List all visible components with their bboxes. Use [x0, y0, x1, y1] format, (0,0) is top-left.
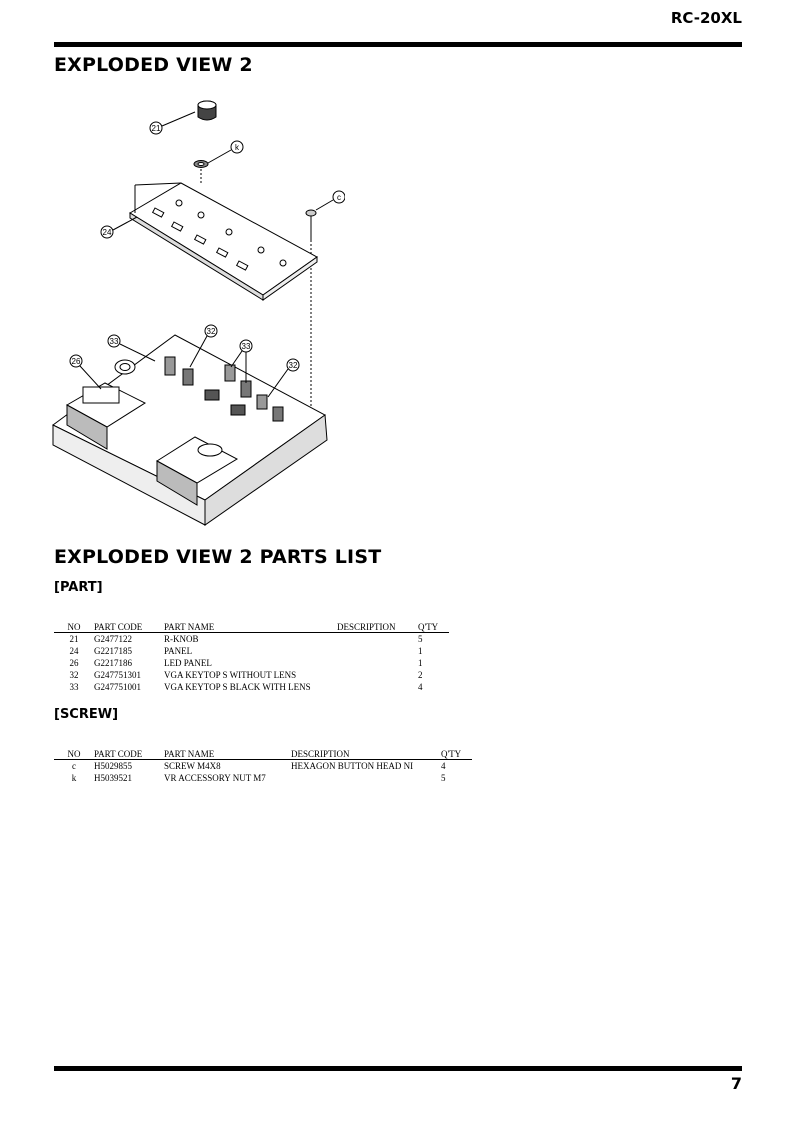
col-qty: Q'TY [441, 748, 472, 760]
section-title: EXPLODED VIEW 2 [54, 54, 253, 76]
page-number: 7 [730, 1074, 742, 1093]
col-no: NO [54, 748, 94, 760]
cell-part-name: VGA KEYTOP S BLACK WITH LENS [164, 682, 311, 692]
model-name: RC-20XL [670, 9, 742, 27]
cell-part-name: R-KNOB [164, 634, 199, 644]
footer-rule [54, 1066, 742, 1071]
part-heading: [PART] [54, 580, 103, 595]
exploded-view-diagram [45, 85, 345, 530]
col-part-code: PART CODE [94, 621, 164, 633]
cell-no: 33 [69, 682, 79, 692]
cell-no: k [71, 773, 77, 783]
cell-qty: 4 [418, 682, 423, 692]
cell-no: 26 [69, 658, 79, 668]
cell-description [337, 669, 418, 681]
cell-part-code: H5039521 [94, 773, 132, 783]
nut-part [194, 161, 208, 168]
col-part-code: PART CODE [94, 748, 164, 760]
cell-part-code: G247751301 [94, 670, 141, 680]
table-header-row [54, 748, 472, 760]
cell-part-name: VGA KEYTOP S WITHOUT LENS [164, 670, 297, 680]
cell-description [337, 633, 418, 646]
cell-description [337, 681, 418, 693]
cell-description [337, 657, 418, 669]
cell-no: c [72, 761, 76, 771]
cell-part-name: PANEL [164, 646, 193, 656]
cell-description [337, 645, 418, 657]
svg-text:32: 32 [288, 361, 298, 370]
callout-k [208, 141, 243, 163]
table-row [54, 772, 472, 784]
table-row [54, 681, 449, 693]
callout-32-right [268, 359, 299, 397]
housing-part [53, 335, 327, 525]
svg-text:33: 33 [241, 342, 251, 351]
svg-text:26: 26 [71, 357, 81, 366]
svg-text:24: 24 [102, 228, 112, 237]
cell-part-name: LED PANEL [164, 658, 212, 668]
cell-part-name: VR ACCESSORY NUT M7 [164, 773, 266, 783]
header-rule [54, 42, 742, 47]
cell-qty: 4 [441, 761, 446, 771]
cell-qty: 1 [418, 646, 423, 656]
svg-text:21: 21 [151, 124, 161, 133]
callout-24 [101, 217, 137, 238]
svg-text:k: k [235, 143, 239, 152]
col-description: DESCRIPTION [337, 621, 418, 633]
table-row [54, 633, 449, 646]
cell-qty: 2 [418, 670, 423, 680]
cell-no: 32 [69, 670, 79, 680]
cell-qty: 5 [418, 634, 423, 644]
table-header-row [54, 621, 449, 633]
table-row [54, 760, 472, 773]
col-description: DESCRIPTION [291, 748, 441, 760]
cell-description [291, 772, 441, 784]
svg-text:32: 32 [206, 327, 216, 336]
callout-33-left [108, 335, 155, 361]
cell-no: 24 [69, 646, 79, 656]
screw-part [306, 210, 316, 240]
knob-part [198, 101, 216, 120]
table-row [54, 645, 449, 657]
screw-table [54, 748, 472, 784]
screw-heading: [SCREW] [54, 707, 119, 722]
col-part-name: PART NAME [164, 748, 291, 760]
part-table [54, 621, 449, 693]
cell-part-code: G2217185 [94, 646, 132, 656]
cell-part-code: G2477122 [94, 634, 132, 644]
parts-list-title: EXPLODED VIEW 2 PARTS LIST [54, 546, 382, 568]
col-qty: Q'TY [418, 621, 449, 633]
callout-21 [150, 112, 195, 134]
cell-no: 21 [69, 634, 79, 644]
cell-description: HEXAGON BUTTON HEAD NI [291, 761, 414, 771]
panel-part [130, 183, 317, 300]
callout-c [316, 191, 345, 210]
table-row [54, 657, 449, 669]
cell-qty: 1 [418, 658, 423, 668]
col-part-name: PART NAME [164, 621, 337, 633]
svg-text:33: 33 [109, 337, 119, 346]
cell-part-code: G247751001 [94, 682, 141, 692]
cell-part-code: G2217186 [94, 658, 132, 668]
svg-text:c: c [337, 193, 341, 202]
callout-26 [70, 355, 101, 389]
col-no: NO [54, 621, 94, 633]
cell-qty: 5 [441, 773, 446, 783]
cell-part-name: SCREW M4X8 [164, 761, 221, 771]
cell-part-code: H5029855 [94, 761, 132, 771]
table-row [54, 669, 449, 681]
